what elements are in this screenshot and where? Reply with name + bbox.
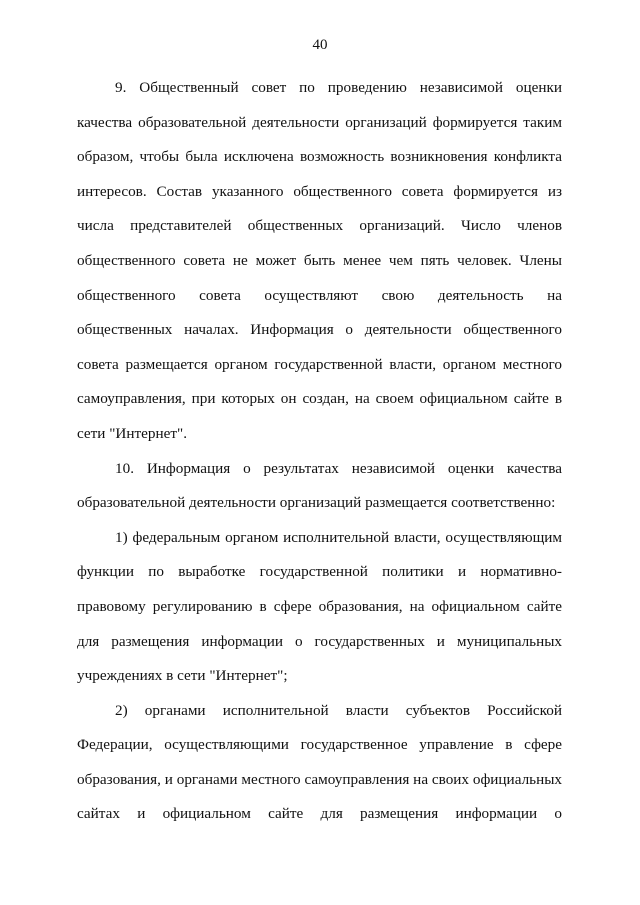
- paragraph-federal-authority: 1) федеральным органом исполнительной власти, осуществляющим функции по выработке государственной политики и нормативно-правовому регулированию в сфере образования, на официальном сайте для размещения информации о государственных и муниципальных учреждениях в сети "Интернет";: [77, 528, 562, 685]
- paragraph-public-council: 9. Общественный совет по проведению независимой оценки качества образовательной деятельности организаций формируется таким образом, чтобы была исключена возможность возникновения конфликта интересов. Состав указанного общественного совета формируется из числа представителей общественных организаций. Число членов общественного совета не может быть менее чем пять человек. Члены общественного совета осуществляют свою деятельность на общественных началах. Информация о деятельности общественного совета размещается органом государственной власти, органом местного самоуправления, при которых он создан, на своем официальном сайте в сети "Интернет".: [77, 79, 562, 442]
- paragraph-regional-authorities: 2) органами исполнительной власти субъектов Российской Федерации, осуществляющими государственное управление в сфере образования, и органами местного самоуправления на своих официальных сайтах и официальном сайте для размещения информации о: [77, 701, 562, 823]
- paragraph-results-publication: 10. Информация о результатах независимой оценки качества образовательной деятельности организаций размещается соответственно:: [77, 459, 562, 512]
- page-number: 40: [312, 37, 328, 53]
- document-body: [77, 71, 562, 832]
